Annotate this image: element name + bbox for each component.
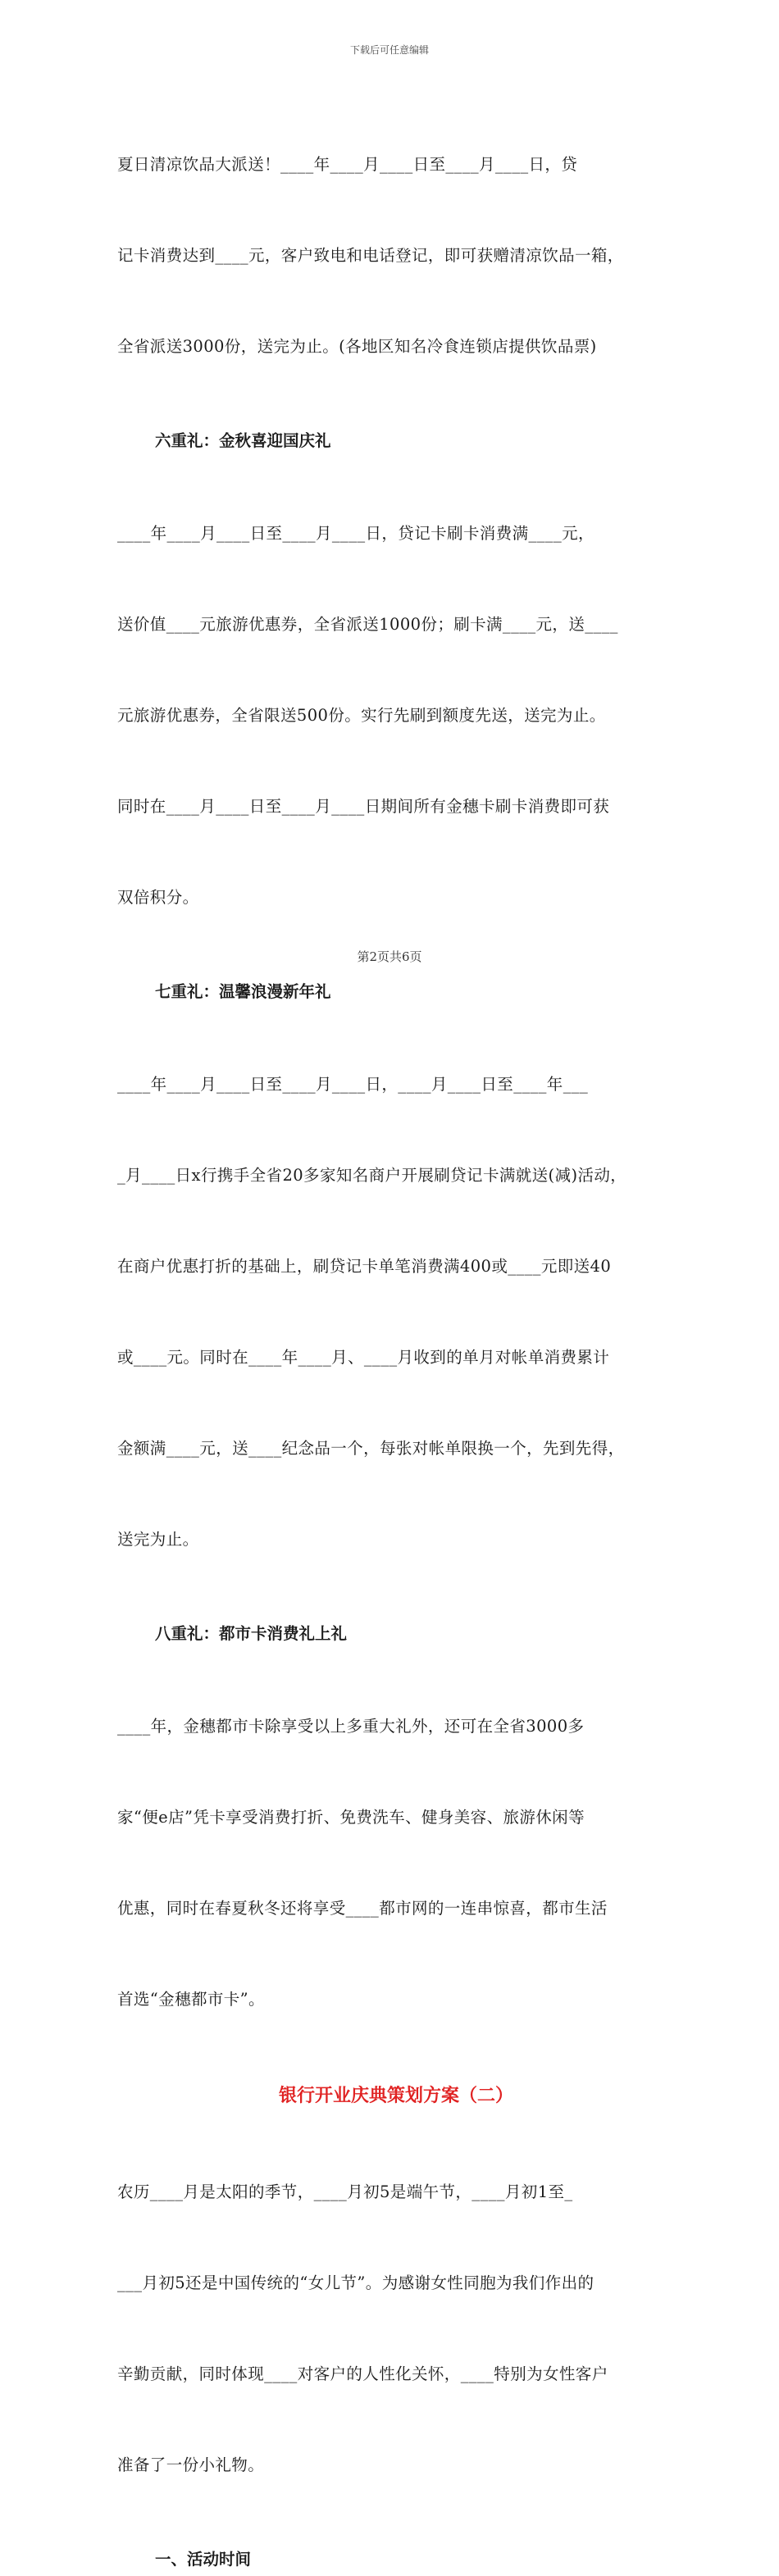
section-heading-gift-8: 八重礼：都市卡消费礼上礼 xyxy=(155,1624,348,1643)
text-line: 记卡消费达到____元，客户致电和电话登记，即可获赠清凉饮品一箱， xyxy=(117,246,624,265)
text-line: 双倍积分。 xyxy=(117,888,199,907)
text-line: 辛勤贡献，同时体现____对客户的人性化关怀，____特别为女性客户 xyxy=(117,2364,608,2383)
text-line: 元旅游优惠券，全省限送500份。实行先刷到额度先送，送完为止。 xyxy=(117,706,606,725)
text-line: ____年____月____日至____月____日，贷记卡刷卡消费满____元， xyxy=(117,524,594,543)
document-title: 银行开业庆典策划方案（二） xyxy=(278,2086,513,2106)
text-line: ____年____月____日至____月____日，____月____日至____年___ xyxy=(117,1075,589,1094)
paragraph-summer-drinks xyxy=(117,89,675,422)
text-line: 农历____月是太阳的季节，____月初5是端午节，____月初1至_ xyxy=(117,2182,573,2201)
text-line: _月____日x行携手全省20多家知名商户开展刷贷记卡满就送(减)活动， xyxy=(117,1166,627,1185)
text-line: 同时在____月____日至____月____日期间所有金穗卡刷卡消费即可获 xyxy=(117,797,610,816)
text-line: 送完为止。 xyxy=(117,1530,199,1549)
text-line: 夏日清凉饮品大派送！____年____月____日至____月____日，贷 xyxy=(117,155,578,174)
paragraph-gift-7 xyxy=(117,1008,675,1615)
text-line: 优惠，同时在春夏秋冬还将享受____都市网的一连串惊喜，都市生活 xyxy=(117,1899,608,1918)
text-line: 在商户优惠打折的基础上，刷贷记卡单笔消费满400或____元即送40 xyxy=(117,1257,612,1276)
section-heading-gift-7: 七重礼：温馨浪漫新年礼 xyxy=(155,982,331,1001)
text-line: ____年，金穗都市卡除享受以上多重大礼外，还可在全省3000多 xyxy=(117,1717,585,1736)
text-line: 或____元。同时在____年____月、____月收到的单月对帐单消费累计 xyxy=(117,1348,610,1367)
section-heading-gift-6: 六重礼：金秋喜迎国庆礼 xyxy=(155,431,331,450)
text-line: 金额满____元，送____纪念品一个，每张对帐单限换一个，先到先得， xyxy=(117,1439,625,1458)
paragraph-gift-6 xyxy=(117,457,675,973)
paragraph-gift-8 xyxy=(117,1650,675,2075)
text-line: 家“便e店”凭卡享受消费打折、免费洗车、健身美容、旅游休闲等 xyxy=(117,1808,585,1827)
page-header-note: 下载后可任意编辑 xyxy=(349,44,429,56)
text-line: 送价值____元旅游优惠券，全省派送1000份；刷卡满____元，送____ xyxy=(117,615,618,634)
text-line: 准备了一份小礼物。 xyxy=(117,2455,265,2474)
text-line: ___月初5还是中国传统的“女儿节”。为感谢女性同胞为我们作出的 xyxy=(117,2273,594,2292)
document-body xyxy=(117,89,675,2576)
section-heading-activity-time: 一、活动时间 xyxy=(155,2550,252,2569)
text-line: 全省派送3000份，送完为止。(各地区知名冷食连锁店提供饮品票) xyxy=(117,337,597,356)
page-number: 第2页共6页 xyxy=(357,949,422,964)
text-line: 首选“金穗都市卡”。 xyxy=(117,1990,265,2009)
paragraph-intro xyxy=(117,2116,675,2541)
